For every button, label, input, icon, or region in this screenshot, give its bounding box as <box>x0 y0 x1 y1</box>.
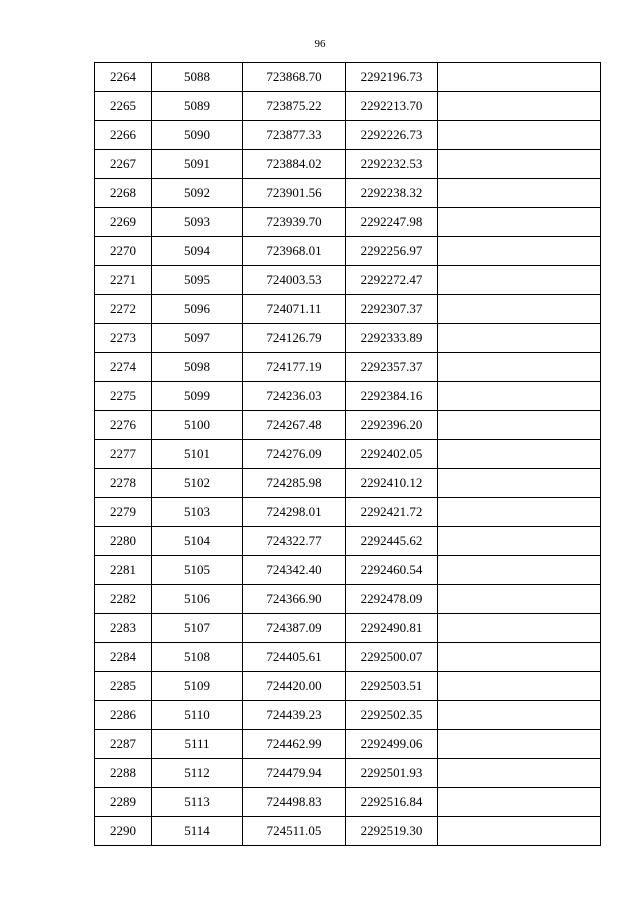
point-id-cell: 5112 <box>152 759 243 788</box>
table-row <box>95 788 601 817</box>
y-coordinate-cell: 2292499.06 <box>346 730 438 759</box>
x-coordinate-cell: 724071.11 <box>243 295 346 324</box>
notes-cell <box>438 759 601 788</box>
table-row <box>95 92 601 121</box>
x-coordinate-cell: 724177.19 <box>243 353 346 382</box>
point-id-cell: 5098 <box>152 353 243 382</box>
notes-cell <box>438 440 601 469</box>
notes-cell <box>438 63 601 92</box>
point-id-cell: 5106 <box>152 585 243 614</box>
row-number-cell: 2286 <box>95 701 152 730</box>
notes-cell <box>438 643 601 672</box>
table-body <box>95 63 601 846</box>
y-coordinate-cell: 2292478.09 <box>346 585 438 614</box>
notes-cell <box>438 614 601 643</box>
notes-cell <box>438 208 601 237</box>
notes-cell <box>438 498 601 527</box>
y-coordinate-cell: 2292490.81 <box>346 614 438 643</box>
notes-cell <box>438 150 601 179</box>
notes-cell <box>438 527 601 556</box>
x-coordinate-cell: 723868.70 <box>243 63 346 92</box>
x-coordinate-cell: 724420.00 <box>243 672 346 701</box>
row-number-cell: 2282 <box>95 585 152 614</box>
y-coordinate-cell: 2292410.12 <box>346 469 438 498</box>
row-number-cell: 2273 <box>95 324 152 353</box>
point-id-cell: 5090 <box>152 121 243 150</box>
y-coordinate-cell: 2292333.89 <box>346 324 438 353</box>
x-coordinate-cell: 724366.90 <box>243 585 346 614</box>
point-id-cell: 5107 <box>152 614 243 643</box>
notes-cell <box>438 469 601 498</box>
row-number-cell: 2275 <box>95 382 152 411</box>
y-coordinate-cell: 2292307.37 <box>346 295 438 324</box>
coordinate-table <box>94 62 601 846</box>
x-coordinate-cell: 724322.77 <box>243 527 346 556</box>
row-number-cell: 2264 <box>95 63 152 92</box>
y-coordinate-cell: 2292460.54 <box>346 556 438 585</box>
table-row <box>95 614 601 643</box>
x-coordinate-cell: 724267.48 <box>243 411 346 440</box>
notes-cell <box>438 817 601 846</box>
y-coordinate-cell: 2292516.84 <box>346 788 438 817</box>
y-coordinate-cell: 2292247.98 <box>346 208 438 237</box>
x-coordinate-cell: 724126.79 <box>243 324 346 353</box>
y-coordinate-cell: 2292272.47 <box>346 266 438 295</box>
y-coordinate-cell: 2292421.72 <box>346 498 438 527</box>
notes-cell <box>438 324 601 353</box>
y-coordinate-cell: 2292503.51 <box>346 672 438 701</box>
x-coordinate-cell: 724439.23 <box>243 701 346 730</box>
notes-cell <box>438 730 601 759</box>
row-number-cell: 2283 <box>95 614 152 643</box>
y-coordinate-cell: 2292501.93 <box>346 759 438 788</box>
x-coordinate-cell: 724387.09 <box>243 614 346 643</box>
row-number-cell: 2281 <box>95 556 152 585</box>
table-row <box>95 440 601 469</box>
y-coordinate-cell: 2292396.20 <box>346 411 438 440</box>
x-coordinate-cell: 723877.33 <box>243 121 346 150</box>
y-coordinate-cell: 2292196.73 <box>346 63 438 92</box>
x-coordinate-cell: 723939.70 <box>243 208 346 237</box>
table-row <box>95 266 601 295</box>
point-id-cell: 5093 <box>152 208 243 237</box>
table-row <box>95 585 601 614</box>
notes-cell <box>438 556 601 585</box>
row-number-cell: 2276 <box>95 411 152 440</box>
row-number-cell: 2268 <box>95 179 152 208</box>
table-row <box>95 295 601 324</box>
notes-cell <box>438 701 601 730</box>
y-coordinate-cell: 2292238.32 <box>346 179 438 208</box>
y-coordinate-cell: 2292500.07 <box>346 643 438 672</box>
row-number-cell: 2289 <box>95 788 152 817</box>
table-row <box>95 63 601 92</box>
row-number-cell: 2280 <box>95 527 152 556</box>
x-coordinate-cell: 723901.56 <box>243 179 346 208</box>
x-coordinate-cell: 724405.61 <box>243 643 346 672</box>
x-coordinate-cell: 724285.98 <box>243 469 346 498</box>
notes-cell <box>438 788 601 817</box>
y-coordinate-cell: 2292384.16 <box>346 382 438 411</box>
row-number-cell: 2290 <box>95 817 152 846</box>
notes-cell <box>438 179 601 208</box>
notes-cell <box>438 121 601 150</box>
notes-cell <box>438 382 601 411</box>
table-row <box>95 527 601 556</box>
point-id-cell: 5100 <box>152 411 243 440</box>
point-id-cell: 5089 <box>152 92 243 121</box>
row-number-cell: 2279 <box>95 498 152 527</box>
point-id-cell: 5105 <box>152 556 243 585</box>
y-coordinate-cell: 2292519.30 <box>346 817 438 846</box>
row-number-cell: 2270 <box>95 237 152 266</box>
row-number-cell: 2267 <box>95 150 152 179</box>
y-coordinate-cell: 2292213.70 <box>346 92 438 121</box>
x-coordinate-cell: 724298.01 <box>243 498 346 527</box>
x-coordinate-cell: 724462.99 <box>243 730 346 759</box>
table-row <box>95 353 601 382</box>
table-row <box>95 382 601 411</box>
table-row <box>95 324 601 353</box>
x-coordinate-cell: 723875.22 <box>243 92 346 121</box>
y-coordinate-cell: 2292445.62 <box>346 527 438 556</box>
notes-cell <box>438 237 601 266</box>
x-coordinate-cell: 724498.83 <box>243 788 346 817</box>
table-row <box>95 672 601 701</box>
table-row <box>95 237 601 266</box>
row-number-cell: 2278 <box>95 469 152 498</box>
x-coordinate-cell: 723968.01 <box>243 237 346 266</box>
row-number-cell: 2277 <box>95 440 152 469</box>
y-coordinate-cell: 2292357.37 <box>346 353 438 382</box>
point-id-cell: 5110 <box>152 701 243 730</box>
x-coordinate-cell: 724479.94 <box>243 759 346 788</box>
table-row <box>95 817 601 846</box>
y-coordinate-cell: 2292402.05 <box>346 440 438 469</box>
point-id-cell: 5111 <box>152 730 243 759</box>
point-id-cell: 5104 <box>152 527 243 556</box>
point-id-cell: 5114 <box>152 817 243 846</box>
row-number-cell: 2266 <box>95 121 152 150</box>
y-coordinate-cell: 2292226.73 <box>346 121 438 150</box>
notes-cell <box>438 585 601 614</box>
table-row <box>95 498 601 527</box>
row-number-cell: 2287 <box>95 730 152 759</box>
y-coordinate-cell: 2292232.53 <box>346 150 438 179</box>
point-id-cell: 5094 <box>152 237 243 266</box>
table-row <box>95 730 601 759</box>
x-coordinate-cell: 724236.03 <box>243 382 346 411</box>
x-coordinate-cell: 724342.40 <box>243 556 346 585</box>
point-id-cell: 5091 <box>152 150 243 179</box>
point-id-cell: 5113 <box>152 788 243 817</box>
point-id-cell: 5108 <box>152 643 243 672</box>
notes-cell <box>438 672 601 701</box>
x-coordinate-cell: 724511.05 <box>243 817 346 846</box>
table-row <box>95 556 601 585</box>
table-row <box>95 208 601 237</box>
point-id-cell: 5109 <box>152 672 243 701</box>
row-number-cell: 2288 <box>95 759 152 788</box>
point-id-cell: 5099 <box>152 382 243 411</box>
notes-cell <box>438 353 601 382</box>
point-id-cell: 5097 <box>152 324 243 353</box>
row-number-cell: 2285 <box>95 672 152 701</box>
point-id-cell: 5103 <box>152 498 243 527</box>
table-row <box>95 150 601 179</box>
point-id-cell: 5092 <box>152 179 243 208</box>
x-coordinate-cell: 723884.02 <box>243 150 346 179</box>
y-coordinate-cell: 2292502.35 <box>346 701 438 730</box>
notes-cell <box>438 92 601 121</box>
y-coordinate-cell: 2292256.97 <box>346 237 438 266</box>
table-row <box>95 469 601 498</box>
row-number-cell: 2269 <box>95 208 152 237</box>
row-number-cell: 2265 <box>95 92 152 121</box>
point-id-cell: 5102 <box>152 469 243 498</box>
table-row <box>95 179 601 208</box>
x-coordinate-cell: 724276.09 <box>243 440 346 469</box>
notes-cell <box>438 411 601 440</box>
row-number-cell: 2271 <box>95 266 152 295</box>
x-coordinate-cell: 724003.53 <box>243 266 346 295</box>
table-row <box>95 701 601 730</box>
row-number-cell: 2272 <box>95 295 152 324</box>
point-id-cell: 5088 <box>152 63 243 92</box>
page-number: 96 <box>314 38 326 50</box>
table-row <box>95 121 601 150</box>
table-row <box>95 411 601 440</box>
point-id-cell: 5096 <box>152 295 243 324</box>
point-id-cell: 5095 <box>152 266 243 295</box>
notes-cell <box>438 295 601 324</box>
point-id-cell: 5101 <box>152 440 243 469</box>
table-row <box>95 759 601 788</box>
table-row <box>95 643 601 672</box>
row-number-cell: 2274 <box>95 353 152 382</box>
notes-cell <box>438 266 601 295</box>
row-number-cell: 2284 <box>95 643 152 672</box>
